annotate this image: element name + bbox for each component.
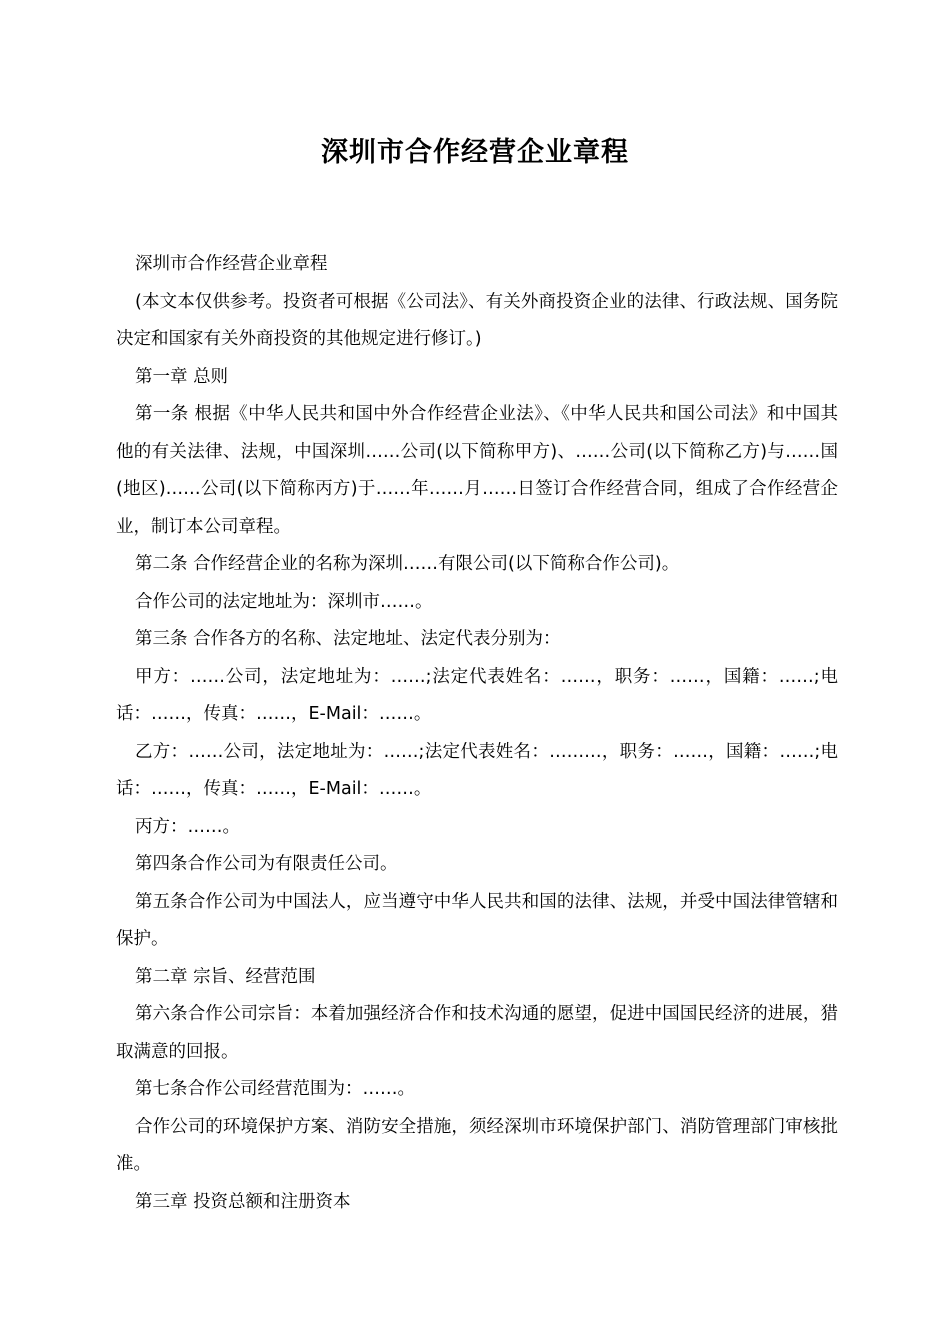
document-body: [116, 246, 838, 1221]
article-5: 第五条合作公司为中国法人，应当遵守中华人民共和国的法律、法规，并受中国法律管辖和保护。: [116, 891, 838, 949]
article-7: 第七条合作公司经营范围为：……。: [135, 1079, 415, 1099]
party-b: 乙方：……公司，法定地址为：……;法定代表姓名：………，职务：……，国籍：……;电话：……，传真：……，E-Mail：……。: [116, 741, 838, 799]
party-c: 丙方：……。: [135, 816, 240, 837]
chapter-heading-2: 第二章 宗旨、经营范围: [135, 966, 316, 987]
chapter-heading-1: 第一章 总则: [135, 366, 229, 387]
document-title: 深圳市合作经营企业章程: [321, 137, 629, 168]
article-6: 第六条合作公司宗旨：本着加强经济合作和技术沟通的愿望，促进中国国民经济的进展，猎取满意的回报。: [116, 1004, 838, 1062]
paragraph-environment: 合作公司的环境保护方案、消防安全措施，须经深圳市环境保护部门、消防管理部门审核批准。: [116, 1116, 838, 1174]
article-2: 第二条 合作经营企业的名称为深圳……有限公司(以下简称合作公司)。: [135, 554, 680, 574]
paragraph-disclaimer: (本文本仅供参考。投资者可根据《公司法》、有关外商投资企业的法律、行政法规、国务院决定和国家有关外商投资的其他规定进行修订。): [116, 291, 838, 349]
paragraph-address: 合作公司的法定地址为：深圳市……。: [135, 591, 433, 612]
article-4: 第四条合作公司为有限责任公司。: [135, 854, 398, 874]
party-a: 甲方：……公司，法定地址为：……;法定代表姓名：……，职务：……，国籍：……;电话：……，传真：……，E-Mail：……。: [116, 666, 838, 724]
paragraph-subtitle: 深圳市合作经营企业章程: [135, 254, 328, 274]
article-1: 第一条 根据《中华人民共和国中外合作经营企业法》、《中华人民共和国公司法》和中国其他的有关法律、法规，中国深圳……公司(以下简称甲方)、……公司(以下简称乙方)与……国(地区)……公司(以下简称丙方)于……年……月……日签订合作经营合同，组成了合作经营企业，制订本公司章程。: [116, 404, 838, 537]
chapter-heading-3: 第三章 投资总额和注册资本: [135, 1191, 351, 1212]
article-3: 第三条 合作各方的名称、法定地址、法定代表分别为：: [135, 629, 561, 649]
